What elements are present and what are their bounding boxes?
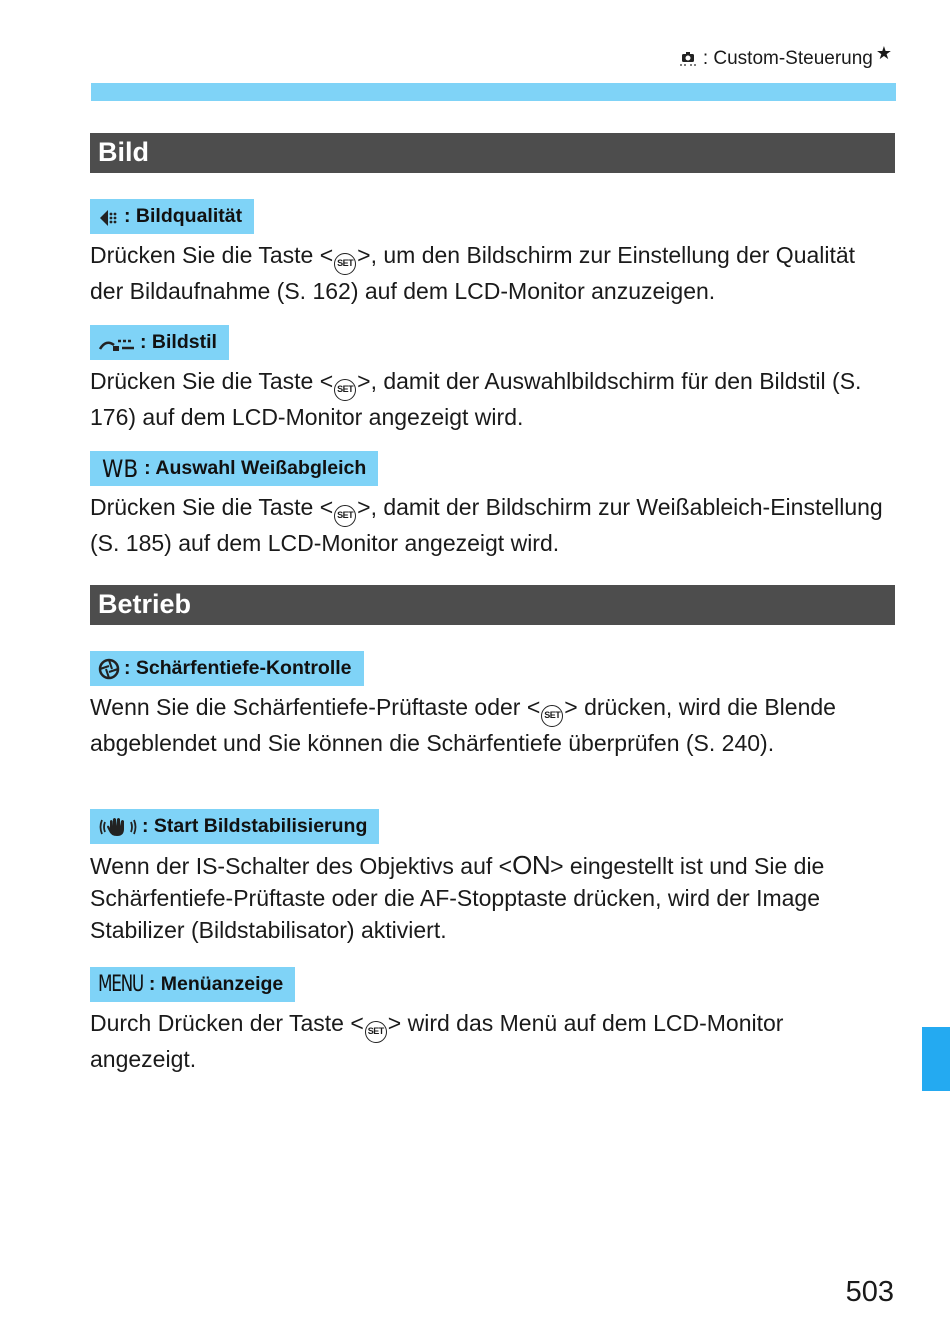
section-title-betrieb: Betrieb xyxy=(90,585,895,625)
picture-style-icon xyxy=(98,333,136,353)
subheading-label: : Bildstil xyxy=(140,331,217,353)
image-quality-icon xyxy=(98,207,120,227)
paragraph-text: Drücken Sie die Taste < xyxy=(90,368,334,394)
subheading-label: : Menüanzeige xyxy=(148,973,284,995)
page-header xyxy=(678,42,892,70)
subheading-weissabgleich xyxy=(90,451,378,486)
image-stabilizer-hand-icon xyxy=(98,816,138,838)
aperture-icon xyxy=(98,658,120,680)
menu-icon: MENU xyxy=(98,972,143,997)
paragraph-text: > eingestellt ist und Sie die Schärfentiefe-Prüftaste oder die AF-Stopptaste drücken, wird der Image Stabilizer (Bildstabilisator) aktiviert. xyxy=(90,853,825,943)
paragraph-text: Drücken Sie die Taste < xyxy=(90,242,334,268)
page-number: 503 xyxy=(845,1276,894,1308)
paragraph-schaerfentiefe xyxy=(90,691,890,759)
paragraph-text: >, damit der Bildschirm zur Weißableich-Einstellung (S. 185) auf dem LCD-Monitor angezeigt wird. xyxy=(90,494,883,556)
paragraph-menueanzeige xyxy=(90,1007,890,1075)
subheading-label: : Bildqualität xyxy=(124,205,243,227)
paragraph-weissabgleich xyxy=(90,491,890,559)
paragraph-text: Durch Drücken der Taste < xyxy=(90,1010,364,1036)
subheading-bildstil xyxy=(90,325,229,360)
paragraph-text: >, damit der Auswahlbildschirm für den Bildstil (S. 176) auf dem LCD-Monitor angezeigt wird. xyxy=(90,368,862,430)
subheading-menueanzeige xyxy=(90,967,295,1002)
subheading-bildqualitaet xyxy=(90,199,254,234)
paragraph-bildstabilisierung xyxy=(90,849,890,946)
section-title-bild: Bild xyxy=(90,133,895,173)
set-button-icon: SET xyxy=(334,505,356,527)
paragraph-text: > wird das Menü auf dem LCD-Monitor angezeigt. xyxy=(90,1010,784,1072)
subheading-bildstabilisierung xyxy=(90,809,379,844)
top-accent-bar xyxy=(91,83,896,101)
paragraph-text: > drücken, wird die Blende abgeblendet und Sie können die Schärfentiefe überprüfen (S. 240). xyxy=(90,694,836,756)
subheading-schaerfentiefe xyxy=(90,651,364,686)
header-title: : Custom-Steuerung xyxy=(702,48,873,69)
paragraph-text: Wenn Sie die Schärfentiefe-Prüftaste oder < xyxy=(90,694,541,720)
subheading-label: : Schärfentiefe-Kontrolle xyxy=(124,657,352,679)
paragraph-text: Drücken Sie die Taste < xyxy=(90,494,334,520)
set-button-icon: SET xyxy=(334,379,356,401)
paragraph-text: >, um den Bildschirm zur Einstellung der Qualität der Bildaufnahme (S. 162) auf dem LCD-Monitor anzuzeigen. xyxy=(90,242,856,304)
subheading-label: : Auswahl Weißabgleich xyxy=(144,457,367,479)
paragraph-text: Wenn der IS-Schalter des Objektivs auf < xyxy=(90,853,513,879)
star-icon: ★ xyxy=(875,42,892,63)
set-button-icon: SET xyxy=(541,705,563,727)
camera-icon xyxy=(678,51,698,67)
set-button-icon: SET xyxy=(334,253,356,275)
paragraph-bildqualitaet xyxy=(90,239,890,307)
subheading-label: : Start Bildstabilisierung xyxy=(142,815,368,837)
paragraph-bildstil xyxy=(90,365,890,433)
wb-icon: WB xyxy=(102,454,139,483)
on-switch-glyph: ON xyxy=(512,850,551,880)
chapter-tab xyxy=(922,1027,950,1091)
set-button-icon: SET xyxy=(365,1021,387,1043)
